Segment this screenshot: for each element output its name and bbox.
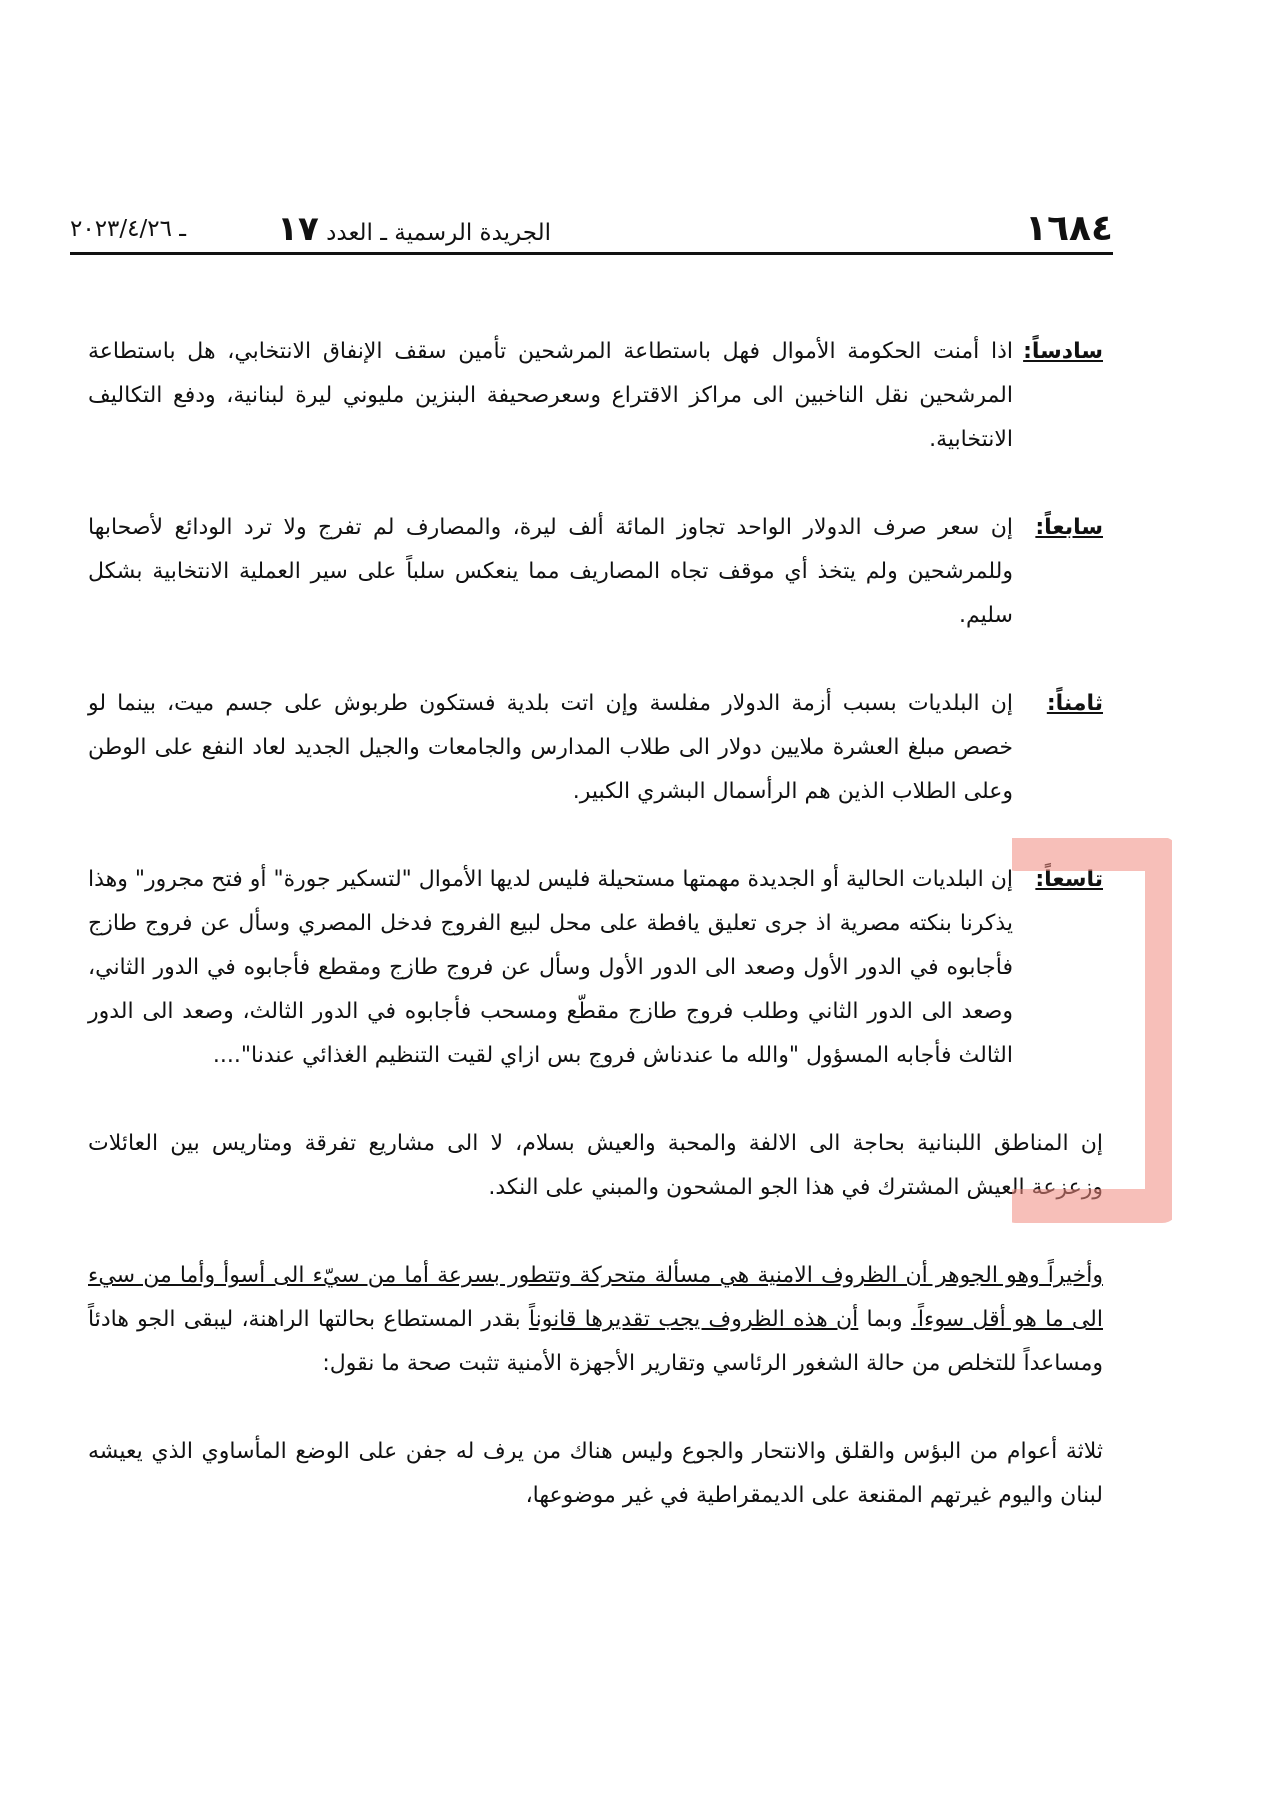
paragraph-seventh [88,506,1103,638]
paragraph-text: وبما [858,1307,911,1332]
paragraph-label: سادساً: [1023,339,1103,364]
paragraph-regions [88,1122,1103,1210]
paragraph-text: إن البلديات الحالية أو الجديدة مهمتها مستحيلة فليس لديها الأموال "لتسكير جورة" أو فتح مجرور" وهذا يذكرنا بنكته مصرية اذ جرى تعليق يافطة على محل لبيع الفروج فدخل المصري وسأل عن فروج طازج فأجابوه في الدور الأول وصعد الى الدور الأول وسأل عن فروج طازج ومقطع فأجابوه في الدور الثاني، وصعد الى الدور الثاني وطلب فروج طازج مقطّع ومسحب فأجابوه في الدور الثالث، وصعد الى الدور الثالث فأجابه المسؤول "والله ما عندناش فروج بس ازاي لقيت التنظيم الغذائي عندنا".... [88,867,1013,1068]
paragraph-text: إن سعر صرف الدولار الواحد تجاوز المائة ألف ليرة، والمصارف لم تفرج ولا ترد الودائع لأصحابها وللمرشحين ولم يتخذ أي موقف تجاه المصاريف مما ينعكس سلباً على سير العملية الانتخابية بشكل سليم. [88,515,1013,628]
page-header [70,206,1113,255]
paragraph-text: اذا أمنت الحكومة الأموال فهل باستطاعة المرشحين تأمين سقف الإنفاق الانتخابي، هل باستطاعة المرشحين نقل الناخبين الى مراكز الاقتراع وسعرصحيفة البنزين مليوني ليرة لبنانية، ودفع التكاليف الانتخابية. [88,339,1013,452]
paragraph-text: إن المناطق اللبنانية بحاجة الى الالفة والمحبة والعيش بسلام، لا الى مشاريع تفرقة ومتاريس بين العائلات وزعزعة العيش المشترك في هذا الجو المشحون والمبني على النكد. [88,1131,1103,1200]
page-number: ١٦٨٤ [1025,208,1113,249]
paragraph-finally [88,1254,1103,1386]
paragraph-label: سابعاً: [1035,515,1103,540]
paragraph-eighth [88,682,1103,814]
paragraph-text: ثلاثة أعوام من البؤس والقلق والانتحار والجوع وليس هناك من يرف له جفن على الوضع المأساوي الذي يعيشه لبنان واليوم غيرتهم المقنعة على الديمقراطية في غير موضوعها، [88,1439,1103,1508]
paragraph-sixth [88,330,1103,462]
gazette-title-text: الجريدة الرسمية ـ العدد [326,220,551,246]
issue-number: ١٧ [277,209,319,249]
issue-date: ـ ٢٠٢٣/٤/٢٦ [70,216,187,242]
paragraph-text: إن البلديات بسبب أزمة الدولار مفلسة وإن اتت بلدية فستكون طربوش على جسم ميت، بينما لو خصص مبلغ العشرة ملايين دولار الى طلاب المدارس والجامعات والجيل الجديد لعاد النفع على الوطن وعلى الطلاب الذين هم الرأسمال البشري الكبير. [88,691,1013,804]
paragraph-label: ثامناً: [1046,691,1103,716]
paragraph-text: بقدر المستطاع بحالتها الراهنة، ليبقى الجو هادئاً ومساعداً للتخلص من حالة الشغور الرئاسي وتقارير الأجهزة الأمنية تثبت صحة ما نقول: [88,1307,1103,1376]
underlined-text: أن هذه الظروف يجب تقديرها قانوناً [528,1307,859,1332]
paragraph-ninth [88,858,1103,1078]
paragraph-label: تاسعاً: [1035,867,1103,892]
paragraph-three-years [88,1430,1103,1518]
gazette-title [277,209,551,249]
document-body [88,330,1103,1562]
underlined-text: وأخيراً وهو الجوهر أن الظروف الامنية هي مسألة متحركة وتتطور بسرعة أما من سيّء الى أسوأ وأما من سيء الى ما هو أقل سوءاً. [88,1263,1103,1332]
